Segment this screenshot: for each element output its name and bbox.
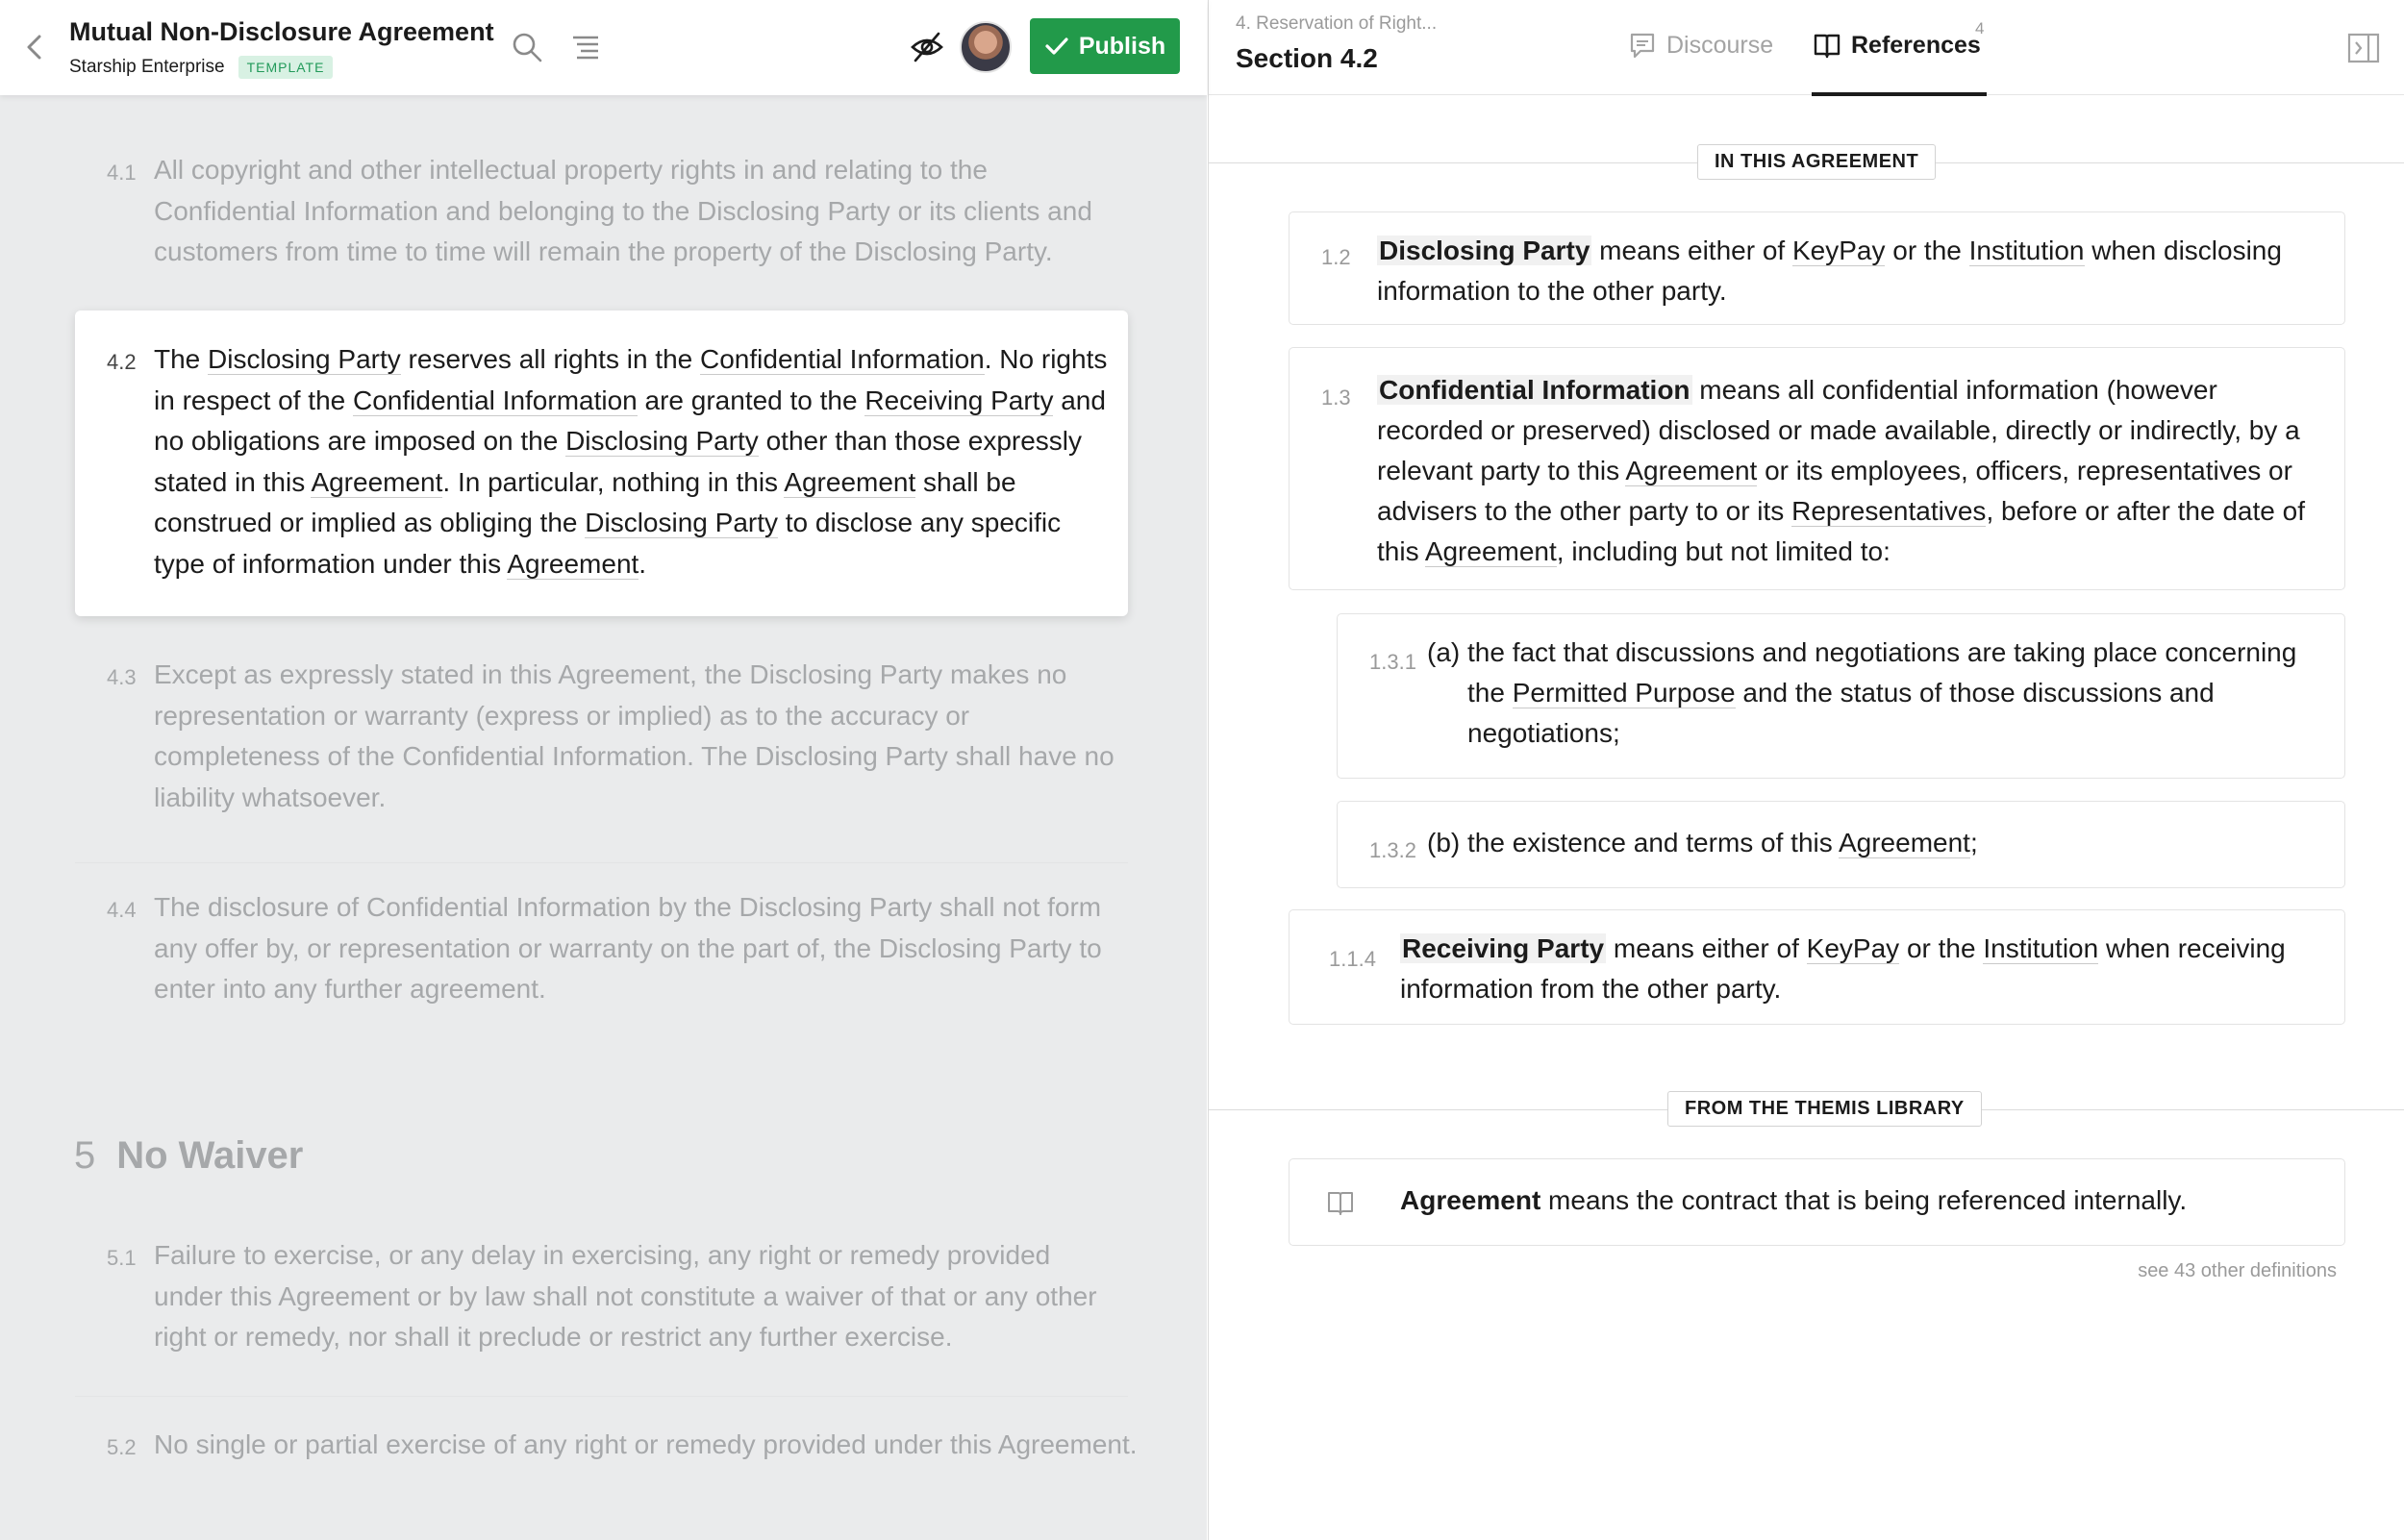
defined-term-link[interactable]: Confidential Information bbox=[353, 385, 638, 415]
template-badge: TEMPLATE bbox=[238, 56, 334, 79]
clause-text: No single or partial exercise of any right or remedy provided under this Agreement. bbox=[154, 1429, 1138, 1459]
definition-text bbox=[1400, 1180, 2323, 1221]
clause-text: Except as expressly stated in this Agreement, the Disclosing Party makes no representation or warranty (express or implied) as to the accuracy or completeness of the Confidential Information. The Disclosing Party shall have no liability whatsoever. bbox=[154, 659, 1114, 812]
clause-number: 4.4 bbox=[107, 898, 137, 922]
defined-term-link[interactable]: Disclosing Party bbox=[208, 344, 401, 374]
text-run: are granted to the bbox=[637, 385, 865, 415]
defined-term: Disclosing Party bbox=[1379, 236, 1590, 265]
text-run: shall be construed or implied as obliging the bbox=[154, 466, 1016, 537]
eye-off-icon[interactable] bbox=[910, 30, 944, 64]
defined-term-link[interactable]: KeyPay bbox=[1791, 236, 1886, 265]
definition-card-confidential-information[interactable] bbox=[1289, 347, 2345, 590]
clause-number: 5.2 bbox=[107, 1435, 137, 1459]
text-run: means either of bbox=[1591, 236, 1792, 265]
defined-term-link[interactable]: Agreement bbox=[784, 466, 916, 497]
clause-text: All copyright and other intellectual property rights in and relating to the Confidential Information and belonging to the Disclosing Party or its clients and customers from time to time will remain the property of the Disclosing Party. bbox=[154, 155, 1092, 266]
defined-term-link[interactable]: Agreement bbox=[507, 548, 639, 579]
clause-number: 4.1 bbox=[107, 161, 137, 185]
document-title: Mutual Non-Disclosure Agreement bbox=[69, 17, 494, 46]
sidebar-collapse-icon[interactable] bbox=[2347, 32, 2380, 64]
clause-4-2-selected[interactable] bbox=[75, 310, 1128, 616]
definition-card-receiving-party[interactable] bbox=[1289, 909, 2345, 1025]
definition-number: 1.3.2 bbox=[1369, 838, 1416, 862]
clause-4-1[interactable] bbox=[75, 150, 1128, 285]
chevron-left-icon[interactable] bbox=[19, 32, 50, 62]
defined-term-link[interactable]: KeyPay bbox=[1806, 933, 1900, 963]
tab-references[interactable] bbox=[1813, 31, 1981, 60]
definition-number: 1.3 bbox=[1321, 385, 1351, 410]
text-run: or the bbox=[1899, 933, 1984, 963]
text-run: to disclose any specific type of information under this bbox=[154, 508, 1062, 579]
definition-text bbox=[1467, 823, 2323, 863]
book-outline-icon bbox=[1326, 1188, 1355, 1217]
list-marker: (a) bbox=[1427, 637, 1461, 667]
defined-term-link[interactable]: Disclosing Party bbox=[565, 426, 759, 456]
definition-text bbox=[1400, 929, 2323, 1009]
clause-4-3[interactable] bbox=[75, 655, 1128, 828]
defined-term-link[interactable]: Institution bbox=[1968, 236, 2085, 265]
defined-term-link[interactable]: Agreement bbox=[1424, 536, 1557, 566]
clause-divider bbox=[75, 862, 1128, 863]
defined-term-link[interactable]: Agreement bbox=[311, 466, 443, 497]
clause-5-2[interactable] bbox=[75, 1425, 1138, 1473]
section-title: Section 4.2 bbox=[1236, 43, 1378, 73]
definition-text bbox=[1377, 231, 2329, 311]
list-marker: (b) bbox=[1427, 828, 1461, 857]
tab-label: References bbox=[1851, 31, 1981, 59]
defined-term: Receiving Party bbox=[1402, 933, 1605, 963]
text-run: when disclosing information to the other party. bbox=[1377, 236, 2282, 306]
definition-number: 1.3.1 bbox=[1369, 650, 1416, 674]
document-toolbar bbox=[0, 0, 1207, 95]
text-run: , before or after the date of this bbox=[1377, 496, 2305, 566]
clause-divider bbox=[75, 1396, 1128, 1397]
text-run: . bbox=[639, 548, 647, 579]
clause-number: 5.1 bbox=[107, 1246, 137, 1270]
definition-card-1-3-2[interactable] bbox=[1337, 801, 2345, 888]
search-icon[interactable] bbox=[510, 30, 544, 64]
outline-list-icon[interactable] bbox=[568, 30, 603, 64]
defined-term-link[interactable]: Permitted Purpose bbox=[1512, 678, 1736, 708]
text-run: or the bbox=[1885, 236, 1969, 265]
section-heading[interactable] bbox=[74, 1134, 303, 1178]
user-avatar[interactable] bbox=[960, 21, 1012, 73]
definition-text bbox=[1377, 370, 2329, 572]
text-run: , including but not limited to: bbox=[1556, 536, 1891, 566]
text-run: means all confidential information (however recorded or preserved) disclosed or made available, directly or indirectly, by a relevant party to this bbox=[1377, 375, 2300, 485]
definition-card-1-3-1[interactable] bbox=[1337, 613, 2345, 779]
clause-5-1[interactable] bbox=[75, 1235, 1128, 1370]
document-subtitle bbox=[69, 56, 333, 79]
text-run: . No rights in respect of the bbox=[154, 344, 1108, 415]
library-definition-card[interactable] bbox=[1289, 1158, 2345, 1246]
text-run: means either of bbox=[1606, 933, 1807, 963]
publish-label: Publish bbox=[1078, 32, 1166, 60]
defined-term: Confidential Information bbox=[1379, 375, 1690, 405]
tab-discourse[interactable] bbox=[1628, 31, 1773, 60]
clause-number: 4.3 bbox=[107, 665, 137, 689]
text-run: or its employees, officers, representatives or advisers to the other party to or its bbox=[1377, 456, 2292, 526]
defined-term-link[interactable]: Confidential Information bbox=[700, 344, 985, 374]
defined-term-link[interactable]: Disclosing Party bbox=[585, 508, 778, 537]
text-run: the fact that discussions and negotiations are taking place concerning the bbox=[1467, 637, 2297, 708]
organization-name: Starship Enterprise bbox=[69, 57, 225, 77]
check-icon bbox=[1044, 34, 1069, 59]
text-run: the existence and terms of this bbox=[1467, 828, 1839, 857]
definition-text bbox=[1467, 633, 2323, 754]
defined-term-link[interactable]: Institution bbox=[1983, 933, 2099, 963]
more-definitions-link[interactable]: see 43 other definitions bbox=[2138, 1260, 2337, 1281]
text-run: means the contract that is being referenced internally. bbox=[1540, 1185, 2188, 1215]
clause-4-4[interactable] bbox=[75, 887, 1128, 1022]
book-icon bbox=[1813, 31, 1841, 60]
defined-term-link[interactable]: Agreement bbox=[1625, 456, 1758, 485]
references-pane bbox=[1208, 0, 2404, 1540]
text-run: reserves all rights in the bbox=[400, 344, 701, 374]
text-run: and the status of those discussions and negotiations; bbox=[1467, 678, 2215, 748]
definition-card-disclosing-party[interactable] bbox=[1289, 211, 2345, 325]
defined-term-link[interactable]: Receiving Party bbox=[864, 385, 1054, 415]
clause-text: Failure to exercise, or any delay in exercising, any right or remedy provided under this Agreement or by law shall not constitute a waiver of that or any other right or remedy, nor shall it preclude or restrict any further exercise. bbox=[154, 1240, 1097, 1352]
active-tab-indicator bbox=[1812, 92, 1987, 96]
text-run: other than those expressly stated in this bbox=[154, 426, 1083, 497]
library-label: FROM THE THEMIS LIBRARY bbox=[1667, 1091, 1982, 1127]
defined-term-link[interactable]: Representatives bbox=[1791, 496, 1987, 526]
comment-icon bbox=[1628, 31, 1657, 60]
references-count: 4 bbox=[1975, 19, 1985, 37]
references-header bbox=[1209, 0, 2404, 95]
text-run: ; bbox=[1969, 828, 1978, 857]
text-run: and no obligations are imposed on the bbox=[154, 385, 1106, 456]
text-run: . In particular, nothing in this bbox=[442, 466, 785, 497]
definition-number: 1.2 bbox=[1321, 245, 1351, 269]
in-agreement-label: IN THIS AGREEMENT bbox=[1697, 144, 1936, 180]
section-title: No Waiver bbox=[116, 1134, 304, 1177]
defined-term-link[interactable]: Agreement bbox=[1838, 828, 1970, 857]
definition-number: 1.1.4 bbox=[1329, 947, 1376, 971]
text-run: when receiving information from the other party. bbox=[1400, 933, 2286, 1004]
clause-number: 4.2 bbox=[107, 350, 137, 374]
breadcrumb[interactable]: 4. Reservation of Right... bbox=[1236, 13, 1438, 34]
tab-label: Discourse bbox=[1666, 31, 1774, 59]
text-run: The bbox=[154, 344, 209, 374]
publish-button[interactable] bbox=[1030, 18, 1180, 74]
clause-text bbox=[154, 339, 1115, 584]
clause-text: The disclosure of Confidential Information by the Disclosing Party shall not form any offer by, or representation or warranty on the part of, the Disclosing Party to enter into any further agreement. bbox=[154, 892, 1102, 1004]
defined-term: Agreement bbox=[1400, 1185, 1541, 1215]
section-number: 5 bbox=[74, 1134, 96, 1177]
